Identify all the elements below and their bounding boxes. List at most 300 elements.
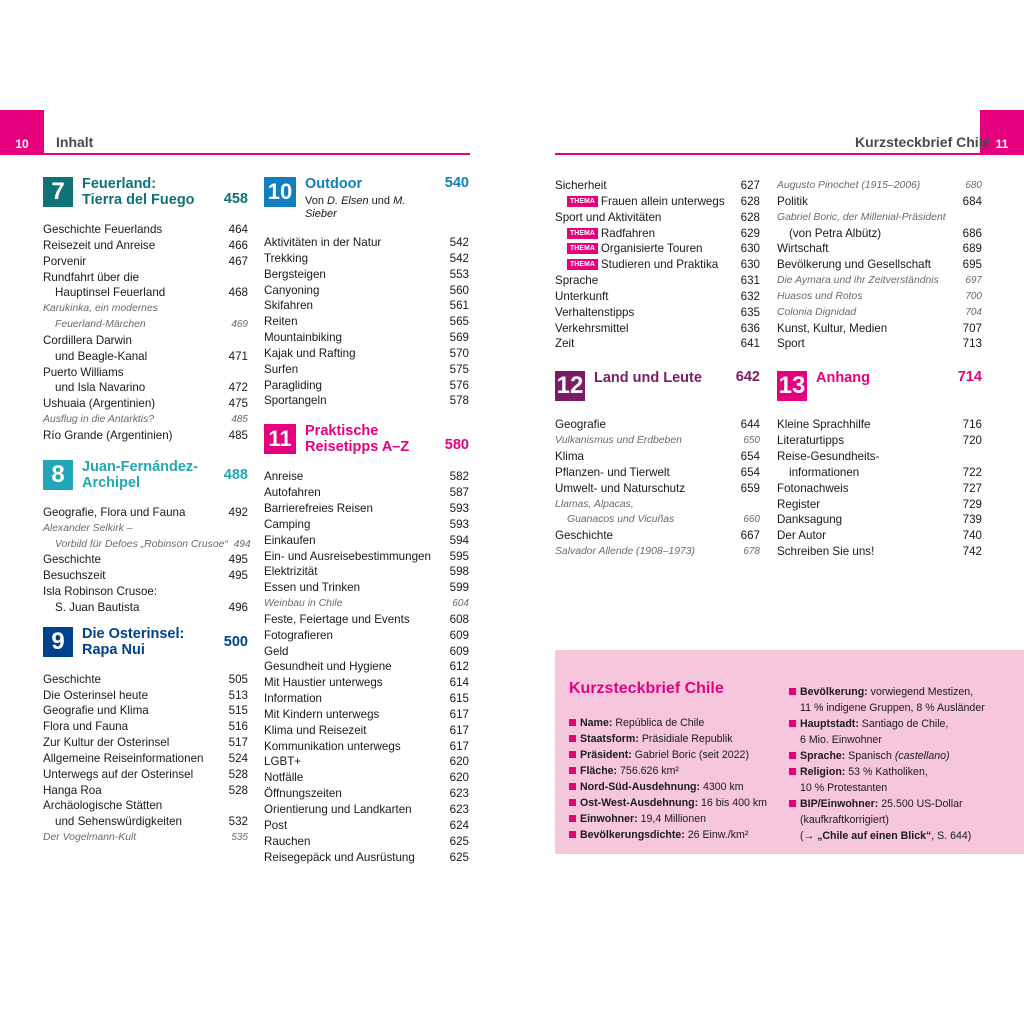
toc-entry[interactable] [43,672,248,688]
toc-entry-title: S. Juan Bautista [55,600,140,614]
toc-entry[interactable] [555,449,760,465]
toc-entry-title: Fotonachweis [777,481,849,495]
toc-entry[interactable] [555,544,760,560]
toc-entry[interactable] [43,396,248,412]
toc-entry-page: 464 [228,223,248,236]
toc-entry-page: 485 [231,414,248,426]
toc-entry[interactable] [264,723,469,739]
toc-entry-title: Barrierefreies Reisen [264,501,373,515]
toc-entry[interactable] [264,612,469,628]
chapter-number-box: 12 [556,372,584,400]
toc-entry[interactable] [264,644,469,660]
toc-entry[interactable] [777,433,982,449]
toc-entry-title: Ushuaia (Argentinien) [43,397,156,411]
toc-entry-page: 542 [449,251,469,265]
toc-entry-title: Rauchen [264,834,311,848]
toc-entry[interactable] [555,241,760,257]
toc-entry-page: 594 [449,533,469,547]
toc-entry-title: Gabriel Boric, der Millenial-Präsident [777,211,946,223]
toc-entry-page: 635 [740,305,760,319]
toc-entry-page: 680 [965,180,982,191]
toc-entry[interactable] [43,751,248,767]
toc-entry[interactable] [264,362,469,378]
toc-entry[interactable] [264,596,469,612]
toc-entry-title: Bergsteigen [264,267,326,281]
toc-entry-page: 587 [449,486,469,500]
kurzsteckbrief-list-right [789,684,985,844]
toc-entry[interactable] [264,378,469,394]
toc-entry-title: Einkaufen [264,533,316,547]
toc-entry-title: Elektrizität [264,565,318,579]
toc-entry[interactable] [555,417,760,433]
toc-entry[interactable] [43,688,248,704]
kurzsteckbrief-item: Ost-West-Ausdehnung: 16 bis 400 km [569,795,767,811]
toc-entry-title: Öffnungszeiten [264,787,342,801]
toc-entry-title: Porvenir [43,254,87,268]
toc-entry[interactable] [264,330,469,346]
toc-entry-title: Rundfahrt über die [43,270,140,284]
toc-entry-page: 598 [449,565,469,579]
toc-entry-title: Allgemeine Reiseinformationen [43,751,204,765]
toc-entry-page: 660 [743,514,760,526]
toc-entry-page: 689 [962,242,982,256]
toc-entry-page: 576 [449,378,469,392]
toc-entry[interactable] [555,305,760,321]
toc-entry-title: Cordillera Darwin [43,333,132,347]
toc-entry-page: 570 [449,346,469,360]
toc-entry[interactable] [264,754,469,770]
toc-entry-page: 612 [449,660,469,674]
toc-entry-page: 684 [962,194,982,208]
toc-entry-page: 617 [449,723,469,737]
toc-entry-title: Umwelt- und Naturschutz [555,481,686,495]
toc-entry[interactable] [43,365,248,381]
toc-entry-title: Feste, Feiertage und Events [264,612,410,626]
toc-entry-title: Zeit [555,337,575,351]
toc-entry-page: 604 [452,598,469,610]
toc-entry-page: 565 [449,315,469,329]
toc-entry[interactable] [555,226,760,242]
toc-entry[interactable] [264,564,469,580]
toc-entry[interactable] [43,830,248,846]
toc-entry[interactable] [43,505,248,521]
chapter-title: Anhang [816,370,870,387]
chapter-10-heading[interactable] [264,176,469,221]
chapter-number-box: 9 [43,627,73,657]
toc-entry-page: 495 [228,569,248,583]
toc-entry-page: 582 [449,470,469,484]
toc-entry-page: 720 [962,434,982,448]
toc-entry[interactable] [555,336,760,352]
toc-entry-page: 513 [228,688,248,702]
toc-entry[interactable] [43,783,248,799]
toc-entry[interactable] [43,568,248,584]
toc-entry-title: Unterwegs auf der Osterinsel [43,767,194,781]
toc-entry-page: 722 [962,465,982,479]
chapter-title: Feuerland: [82,176,157,192]
toc-entry-page: 624 [449,818,469,832]
toc-entry-page: 528 [228,767,248,781]
toc-entry-page: 609 [449,628,469,642]
toc-entry[interactable] [264,517,469,533]
toc-entry[interactable] [264,251,469,267]
toc-entry-page: 695 [962,258,982,272]
toc-entry-page: 727 [962,481,982,495]
toc-entry[interactable] [555,194,760,210]
toc-entry-title: Danksagung [777,513,843,527]
toc-entry[interactable] [264,691,469,707]
kurzsteckbrief-list-left [569,715,767,843]
toc-entry-page: 469 [231,319,248,331]
toc-entry-page: 632 [740,289,760,303]
toc-entry-page: 629 [740,226,760,240]
toc-entry[interactable] [264,501,469,517]
toc-entry[interactable] [43,814,248,830]
chapter-title: Archipel [82,474,141,491]
toc-entry-title: Klima [555,449,584,463]
toc-entry[interactable] [264,235,469,251]
toc-entry-page: 697 [965,275,982,287]
toc-entry-title: Guanacos und Vicuñas [567,514,675,526]
toc-entry-title: Essen und Trinken [264,581,361,595]
toc-entry-page: 595 [449,549,469,563]
toc-entry-title: LGBT+ [264,755,302,769]
toc-entry[interactable] [264,818,469,834]
toc-entry[interactable] [777,336,982,352]
toc-entry[interactable] [777,305,982,321]
toc-entry[interactable] [264,802,469,818]
toc-entry-title: informationen [789,465,860,479]
toc-entry-page: 524 [228,751,248,765]
kurzsteckbrief-item: Fläche: 756.626 km² [569,763,767,779]
toc-entry-title: Kajak und Rafting [264,346,356,360]
toc-entry-title: Mit Kindern unterwegs [264,707,380,721]
left-page-number: 10 [0,110,44,154]
toc-entry[interactable] [43,285,248,301]
toc-entry-page: 654 [740,465,760,479]
kurzsteckbrief-item: Name: República de Chile [569,715,767,731]
toc-entry-title: Verkehrsmittel [555,321,629,335]
bullet-square-icon [569,751,576,758]
bullet-square-icon [569,815,576,822]
chapter-title: Juan-Fernández- [82,458,199,475]
toc-entry[interactable] [264,267,469,283]
toc-entry[interactable] [264,707,469,723]
toc-entry-title: Hauptinsel Feuerland [55,286,166,300]
toc-entry[interactable] [43,301,248,317]
chapter-number-box: 13 [778,372,806,400]
toc-entry-title: Gesundheit und Hygiene [264,660,392,674]
toc-entry-title: Unterkunft [555,289,609,303]
toc-entry-title: Flora und Fauna [43,720,129,734]
toc-entry-page: 716 [962,418,982,432]
bullet-square-icon [569,831,576,838]
toc-entry[interactable] [777,178,982,194]
toc-entry-title: Die Osterinsel heute [43,688,149,702]
toc-entry-page: 641 [740,337,760,351]
toc-entry-page: 495 [228,553,248,567]
toc-entry[interactable] [777,210,982,226]
toc-entry[interactable] [777,289,982,305]
toc-entry-page: 630 [740,242,760,256]
toc-entry-title: Canyoning [264,283,320,297]
toc-entry[interactable] [264,485,469,501]
toc-entry[interactable] [264,834,469,850]
toc-entry[interactable] [43,521,248,537]
toc-entry[interactable] [264,786,469,802]
left-head-rule [0,153,470,155]
toc-entry-title: Skifahren [264,299,313,313]
toc-entry-title: Wirtschaft [777,242,829,256]
chapter-title: Die Osterinsel: [82,625,185,642]
toc-entry[interactable] [264,580,469,596]
toc-entry[interactable] [777,257,982,273]
toc-entry[interactable] [777,512,982,528]
toc-entry[interactable] [43,703,248,719]
toc-entry-page: 667 [740,529,760,543]
toc-entry-page: 593 [449,517,469,531]
toc-entry[interactable] [777,544,982,560]
toc-entry-page: 515 [228,704,248,718]
toc-entry-title: Verhaltenstipps [555,305,635,319]
toc-entry[interactable] [43,254,248,270]
toc-entry-title: Aktivitäten in der Natur [264,236,382,249]
chapter-page: 500 [223,633,248,650]
toc-entry-page: 636 [740,321,760,335]
toc-entry-page: 593 [449,501,469,515]
toc-entry-page: 542 [449,236,469,249]
bullet-square-icon [789,688,796,695]
toc-entry[interactable] [264,549,469,565]
toc-entry-title: Kleine Sprachhilfe [777,418,871,432]
toc-entry-title: Augusto Pinochet (1915–2006) [777,180,921,191]
toc-entry[interactable] [264,314,469,330]
toc-entry[interactable] [43,428,248,444]
toc-entry-page: 628 [740,210,760,224]
toc-entry[interactable] [43,537,251,553]
toc-entry[interactable] [264,739,469,755]
chapter-7-heading[interactable] [43,176,248,208]
chapter-title: Rapa Nui [82,641,145,658]
toc-entry-title: Anreise [264,470,304,484]
toc-entry-page: 620 [449,755,469,769]
toc-entry[interactable] [555,321,760,337]
toc-entry[interactable] [777,417,982,433]
toc-entry[interactable] [43,798,248,814]
toc-entry-page: 532 [228,815,248,829]
toc-entry-title: Geschichte [555,529,613,543]
toc-entry[interactable] [43,317,248,333]
kurzsteckbrief-item: Bevölkerungsdichte: 26 Einw./km² [569,827,767,843]
toc-entry[interactable] [777,226,982,242]
chapter-page: 458 [223,191,248,207]
toc-entry[interactable] [777,528,982,544]
toc-entry-title: Der Autor [777,529,826,543]
toc-entry[interactable] [555,210,760,226]
toc-entry-page: 599 [449,581,469,595]
toc-entry[interactable] [43,600,248,616]
toc-entry[interactable] [555,497,760,513]
chapter-13-heading[interactable] [777,370,982,401]
toc-entry-title: Politik [777,194,808,208]
toc-entry[interactable] [264,346,469,362]
toc-entry[interactable] [777,481,982,497]
toc-entry[interactable] [43,222,248,238]
toc-entry[interactable] [777,241,982,257]
toc-entry-title: Ein- und Ausreisebestimmungen [264,549,431,563]
toc-entry[interactable] [555,273,760,289]
bullet-square-icon [789,720,796,727]
toc-entry-page: 631 [740,274,760,288]
chapter-authors: Von D. Elsen und M. Sieber [305,195,406,220]
toc-entry-title: Pflanzen- und Tierwelt [555,465,670,479]
toc-entry-title: und Sehenswürdigkeiten [55,815,182,829]
toc-entry-page: 620 [449,771,469,785]
kurzsteckbrief-item: 10 % Protestanten [800,782,888,794]
toc-entry[interactable] [264,533,469,549]
toc-entry-title: Feuerland-Märchen [55,319,146,331]
toc-entry-title: Reise-Gesundheits- [777,449,880,463]
toc-entry-page: 560 [449,283,469,297]
toc-entry-page: 625 [449,834,469,848]
toc-entry[interactable] [264,393,469,409]
toc-entry-page: 678 [743,546,760,558]
toc-entry-title: Geschichte [43,553,101,567]
toc-entry[interactable] [777,449,982,465]
toc-entry-page: 516 [228,720,248,734]
toc-entry[interactable] [264,469,469,485]
toc-entry-page: 609 [449,644,469,658]
toc-entry[interactable] [555,257,760,273]
toc-entry-page: 494 [233,538,251,550]
toc-entry-title: Zur Kultur der Osterinsel [43,736,170,750]
toc-entry-title: Post [264,818,288,832]
toc-entry-title: Río Grande (Argentinien) [43,428,173,442]
bullet-square-icon [789,768,796,775]
kurzsteckbrief-item: (→ „Chile auf einen Blick“, S. 644) [800,830,972,842]
toc-entry[interactable] [264,283,469,299]
toc-entry[interactable] [555,528,760,544]
toc-entry[interactable] [43,412,248,428]
toc-entry[interactable] [555,178,760,194]
toc-entry[interactable] [43,349,248,365]
toc-entry-title: Bevölkerung und Gesellschaft [777,258,932,272]
toc-entry-page: 654 [740,449,760,463]
toc-entry-title: Hanga Roa [43,783,102,797]
toc-entry-page: 615 [449,692,469,706]
toc-entry-page: 704 [965,306,982,318]
kurzsteckbrief-item: Hauptstadt: Santiago de Chile, [789,716,985,732]
toc-entry-page: 553 [449,267,469,281]
chapter-8-heading[interactable] [43,459,248,491]
chapter-number-box: 7 [43,177,73,207]
bullet-square-icon [789,752,796,759]
toc-entry[interactable] [264,298,469,314]
bullet-square-icon [569,799,576,806]
toc-entry[interactable] [777,321,982,337]
right-running-head: Kurzsteckbrief Chile [855,134,991,150]
toc-entry[interactable] [43,719,248,735]
toc-entry[interactable] [555,433,760,449]
toc-entry-title: Geografie, Flora und Fauna [43,505,186,519]
toc-entry-title: Fotografieren [264,628,333,642]
toc-entry[interactable] [555,481,760,497]
toc-entry[interactable] [43,270,248,286]
toc-entry-page: 466 [228,238,248,252]
toc-entry[interactable] [777,497,982,513]
toc-entry-title: Sport und Aktivitäten [555,210,662,224]
toc-entry-title: Vulkanismus und Erdbeben [555,435,682,447]
toc-entry-title: Salvador Allende (1908–1973) [555,546,695,558]
toc-entry-title: THEMA Radfahren [555,226,655,242]
toc-entry[interactable] [264,770,469,786]
toc-entry-page: 578 [449,394,469,408]
toc-entry[interactable] [264,659,469,675]
toc-entry-title: Puerto Williams [43,365,124,379]
chapter-11-heading[interactable] [264,423,469,455]
toc-entry-title: Orientierung und Landkarten [264,803,412,816]
toc-entry[interactable] [264,675,469,691]
toc-entry[interactable] [43,238,248,254]
toc-entry-page: 475 [228,397,248,411]
toc-entry[interactable] [43,767,248,783]
kurzsteckbrief-item: Einwohner: 19,4 Millionen [569,811,767,827]
toc-column-4 [777,178,982,560]
toc-entry[interactable] [555,512,760,528]
toc-entry-page: 468 [228,286,248,300]
toc-entry[interactable] [43,333,248,349]
toc-entry-page: 561 [449,299,469,313]
toc-entry-title: Reisezeit und Anreise [43,238,156,252]
toc-entry-page: 472 [228,381,248,395]
toc-entry-page: 623 [449,787,469,801]
toc-entry-title: Surfen [264,362,299,376]
thema-badge: THEMA [567,228,598,239]
toc-entry-title: Llamas, Alpacas, [555,498,634,510]
toc-entry-page: 713 [962,337,982,351]
toc-entry[interactable] [264,850,469,866]
toc-entry-title: Weinbau in Chile [264,598,343,610]
toc-entry[interactable] [264,628,469,644]
toc-entry[interactable] [777,465,982,481]
toc-entry-page: 608 [449,612,469,626]
toc-entry-page: 575 [449,362,469,376]
toc-entry[interactable] [43,552,248,568]
chapter-title: Praktische [305,423,379,440]
chapter-12-heading[interactable] [555,370,760,401]
toc-entry[interactable] [555,465,760,481]
bullet-square-icon [789,800,796,807]
chapter-9-heading[interactable] [43,626,248,658]
toc-entry-title: THEMA Studieren und Praktika [555,257,718,273]
toc-entry-title: Trekking [264,251,309,265]
toc-entry[interactable] [43,380,248,396]
toc-entry-page: 707 [962,321,982,335]
toc-entry[interactable] [777,194,982,210]
toc-entry-title: Geschichte Feuerlands [43,223,163,236]
kurzsteckbrief-item: 11 % indigene Gruppen, 8 % Ausländer [800,702,985,714]
toc-entry-title: Information [264,692,322,706]
toc-entry[interactable] [777,273,982,289]
toc-column-2 [264,176,469,865]
toc-entry-page: 617 [449,739,469,753]
toc-entry[interactable] [555,289,760,305]
toc-entry-title: THEMA Frauen allein unterwegs [555,194,725,210]
toc-entry-title: Kommunikation unterwegs [264,739,401,753]
toc-entry[interactable] [43,735,248,751]
toc-entry[interactable] [43,584,248,600]
toc-entry-title: Notfälle [264,771,304,785]
